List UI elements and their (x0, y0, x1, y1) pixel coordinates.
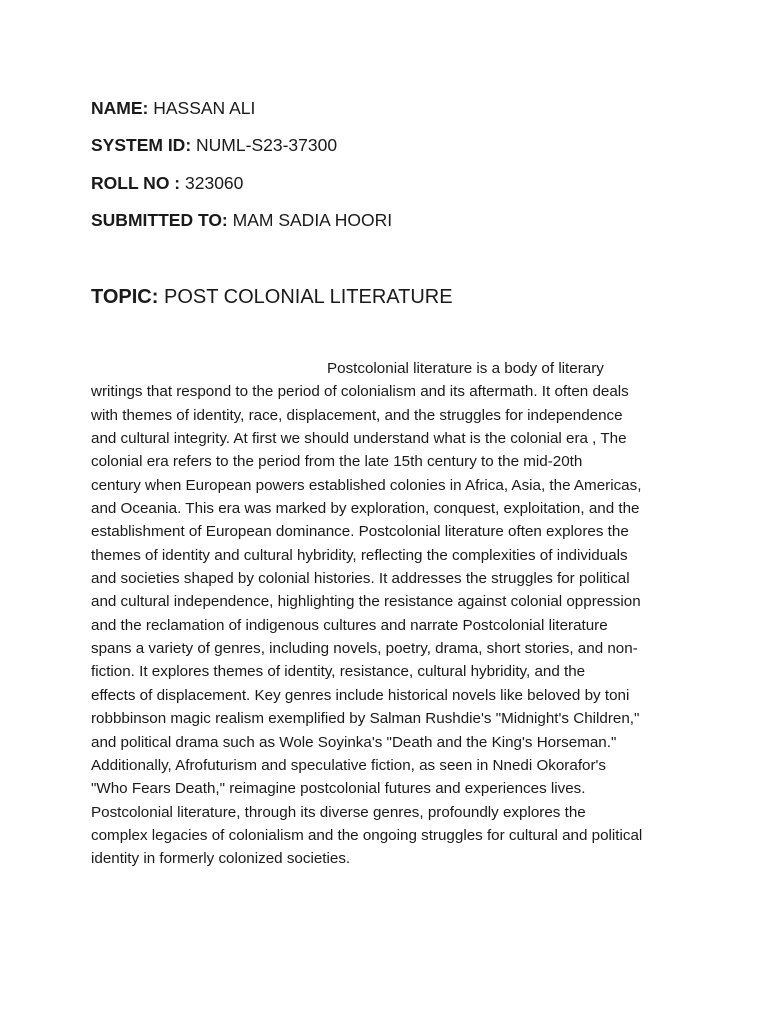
paragraph-line: Postcolonial literature, through its diverse genres, profoundly explores the (91, 803, 586, 821)
paragraph-line: Postcolonial literature is a body of literary (327, 360, 604, 377)
paragraph-line: with themes of identity, race, displacement, and the struggles for independence (91, 406, 623, 424)
topic-heading (91, 284, 453, 310)
roll-no-value: 323060 (185, 173, 244, 193)
paragraph-line: fiction. It explores themes of identity, resistance, cultural hybridity, and the (91, 663, 586, 681)
submitted-to-field (91, 209, 392, 231)
body-paragraph (91, 357, 691, 871)
paragraph-line: robbbinson magic realism exemplified by Salman Rushdie's "Midnight's Children," (91, 710, 640, 728)
paragraph-line: themes of identity and cultural hybridity, reflecting the complexities of individuals (91, 546, 628, 564)
system-id-value: NUML-S23-37300 (196, 135, 338, 155)
system-id-field (91, 134, 337, 156)
name-field (91, 97, 255, 119)
name-value: HASSAN ALI (153, 98, 256, 118)
paragraph-line: writings that respond to the period of colonialism and its aftermath. It often deals (91, 383, 629, 401)
system-id-label: SYSTEM ID: (91, 135, 192, 155)
paragraph-line: identity in formerly colonized societies. (91, 850, 351, 868)
submitted-to-value: MAM SADIA HOORI (232, 210, 393, 230)
roll-no-field (91, 172, 243, 194)
paragraph-line: and societies shaped by colonial histories. It addresses the struggles for political (91, 570, 630, 588)
paragraph-line: "Who Fears Death," reimagine postcolonial futures and experiences lives. (91, 780, 586, 798)
topic-label: TOPIC: (91, 286, 159, 308)
paragraph-line: and Oceania. This era was marked by exploration, conquest, exploitation, and the (91, 500, 640, 518)
paragraph-line: and political drama such as Wole Soyinka's "Death and the King's Horseman." (91, 733, 617, 751)
paragraph-line: and the reclamation of indigenous cultures and narrate Postcolonial literature (91, 616, 608, 634)
paragraph-line: colonial era refers to the period from the late 15th century to the mid-20th (91, 453, 583, 471)
paragraph-line: spans a variety of genres, including novels, poetry, drama, short stories, and non- (91, 640, 638, 658)
paragraph-line: and cultural integrity. At first we should understand what is the colonial era , The (91, 430, 627, 448)
paragraph-line: Additionally, Afrofuturism and speculative fiction, as seen in Nnedi Okorafor's (91, 756, 607, 774)
roll-no-label: ROLL NO : (91, 173, 181, 193)
paragraph-line: establishment of European dominance. Postcolonial literature often explores the (91, 523, 629, 541)
name-label: NAME: (91, 98, 149, 118)
paragraph-line: complex legacies of colonialism and the ongoing struggles for cultural and political (91, 826, 643, 844)
submitted-to-label: SUBMITTED TO: (91, 210, 228, 230)
topic-value: POST COLONIAL LITERATURE (163, 286, 453, 308)
paragraph-line: effects of displacement. Key genres include historical novels like beloved by toni (91, 686, 630, 704)
paragraph-line: century when European powers established colonies in Africa, Asia, the Americas, (91, 476, 642, 494)
paragraph-line: and cultural independence, highlighting the resistance against colonial oppression (91, 593, 641, 611)
